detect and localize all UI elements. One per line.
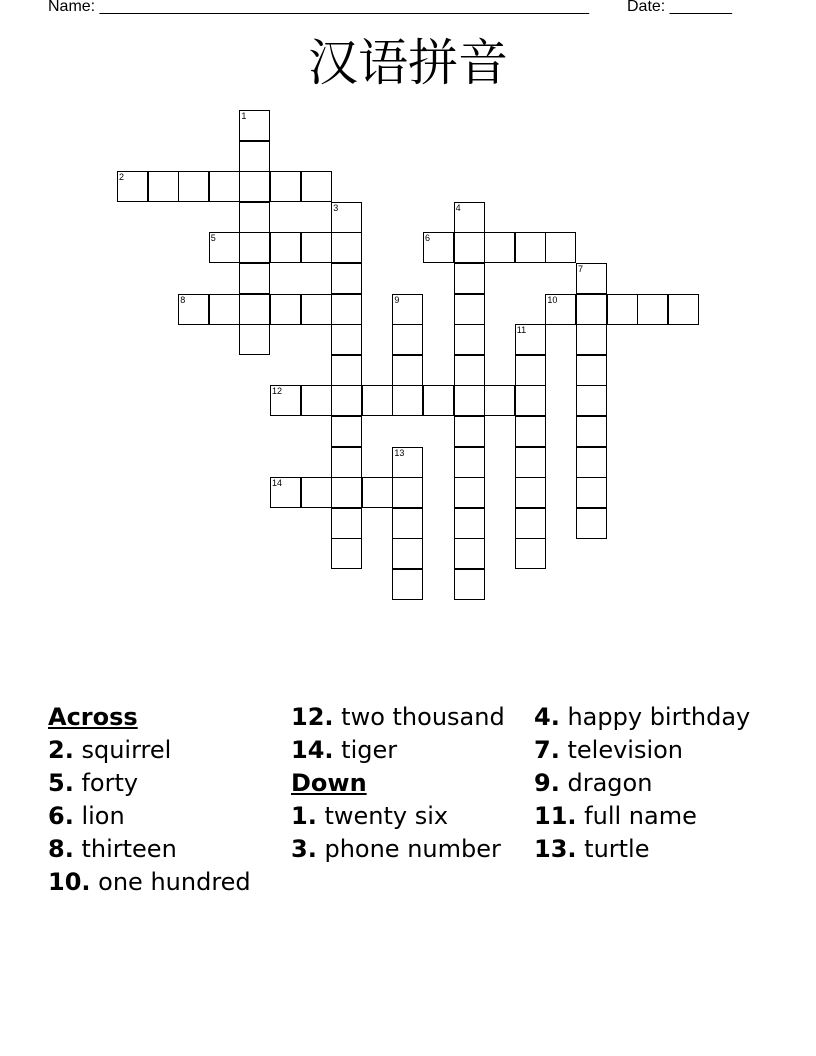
grid-cell xyxy=(270,477,301,508)
grid-cell xyxy=(239,294,270,325)
clue-number: 9. xyxy=(534,769,560,797)
cell-number: 11 xyxy=(516,325,527,336)
clue-down-1 xyxy=(291,802,527,830)
clue-number: 13. xyxy=(534,835,577,863)
grid-cell xyxy=(454,477,485,508)
grid-cell xyxy=(607,294,638,325)
grid-cell xyxy=(454,569,485,600)
grid-cell xyxy=(392,324,423,355)
clue-text: one hundred xyxy=(98,868,251,896)
grid-cell xyxy=(178,171,209,202)
clue-number: 7. xyxy=(534,736,560,764)
clue-down-13 xyxy=(534,835,770,863)
grid-cell xyxy=(637,294,668,325)
grid-cell xyxy=(331,477,362,508)
grid-cell xyxy=(454,294,485,325)
name-line: Name: _______________________________________________________ xyxy=(48,0,589,15)
clue-text: phone number xyxy=(324,835,501,863)
grid-cell xyxy=(209,232,240,263)
clue-text: forty xyxy=(81,769,139,797)
grid-cell xyxy=(331,385,362,416)
grid-cell xyxy=(148,171,179,202)
grid-cell xyxy=(454,324,485,355)
clue-across-2 xyxy=(48,736,284,764)
grid-cell xyxy=(454,447,485,478)
cell-number: 1 xyxy=(241,111,247,121)
grid-cell xyxy=(515,324,546,355)
grid-cell xyxy=(515,447,546,478)
cell-number: 8 xyxy=(180,294,186,305)
grid-cell xyxy=(576,447,607,478)
clue-number: 8. xyxy=(48,835,74,863)
clue-text: squirrel xyxy=(81,736,172,764)
date-line: Date: _______ xyxy=(627,0,732,15)
grid-cell xyxy=(484,232,515,263)
grid-cell xyxy=(454,385,485,416)
grid-cell xyxy=(331,324,362,355)
clue-text: full name xyxy=(584,802,697,830)
clue-text: thirteen xyxy=(81,835,177,863)
grid-cell xyxy=(331,508,362,539)
clue-text: happy birthday xyxy=(567,703,751,731)
grid-cell xyxy=(331,232,362,263)
grid-cell xyxy=(454,508,485,539)
clue-number: 11. xyxy=(534,802,577,830)
clue-down-9 xyxy=(534,769,770,797)
clue-across-8 xyxy=(48,835,284,863)
grid-cell xyxy=(301,385,332,416)
clue-text: two thousand xyxy=(341,703,505,731)
cell-number: 4 xyxy=(455,202,461,213)
cell-number: 6 xyxy=(425,233,431,244)
grid-cell xyxy=(576,508,607,539)
grid-cell xyxy=(454,202,485,233)
grid-cell xyxy=(545,294,576,325)
grid-cell xyxy=(239,263,270,294)
grid-cell xyxy=(545,232,576,263)
clue-column-3 xyxy=(534,703,770,868)
grid-cell xyxy=(515,538,546,569)
grid-cell xyxy=(423,385,454,416)
cell-number: 9 xyxy=(394,294,400,305)
grid-cell xyxy=(331,538,362,569)
grid-cell xyxy=(392,538,423,569)
clue-text: twenty six xyxy=(324,802,449,830)
grid-cell xyxy=(209,171,240,202)
grid-cell xyxy=(117,171,148,202)
cell-number: 3 xyxy=(333,202,339,213)
grid-cell xyxy=(515,477,546,508)
cell-number: 10 xyxy=(547,294,558,305)
grid-cell xyxy=(392,447,423,478)
grid-cell xyxy=(270,232,301,263)
grid-cell xyxy=(454,232,485,263)
grid-cell xyxy=(239,202,270,233)
grid-cell xyxy=(301,171,332,202)
cell-number: 2 xyxy=(119,172,125,183)
grid-cell xyxy=(576,294,607,325)
cell-number: 5 xyxy=(210,233,216,244)
grid-cell xyxy=(392,294,423,325)
grid-cell xyxy=(454,355,485,386)
grid-cell xyxy=(392,385,423,416)
grid-cell xyxy=(576,385,607,416)
clue-text: turtle xyxy=(584,835,650,863)
clue-number: 12. xyxy=(291,703,334,731)
clue-number: 10. xyxy=(48,868,91,896)
grid-cell xyxy=(331,447,362,478)
clue-across-6 xyxy=(48,802,284,830)
grid-cell xyxy=(178,294,209,325)
grid-cell xyxy=(423,232,454,263)
grid-cell xyxy=(331,355,362,386)
grid-cell xyxy=(576,263,607,294)
grid-cell xyxy=(270,294,301,325)
cell-number: 12 xyxy=(272,386,283,397)
grid-cell xyxy=(668,294,699,325)
grid-cell xyxy=(301,294,332,325)
grid-cell xyxy=(392,355,423,386)
grid-cell xyxy=(239,171,270,202)
clue-across-14 xyxy=(291,736,527,764)
clue-text: lion xyxy=(81,802,125,830)
clue-across-12 xyxy=(291,703,527,731)
grid-cell xyxy=(331,263,362,294)
grid-cell xyxy=(362,385,393,416)
clue-number: 3. xyxy=(291,835,317,863)
clue-number: 4. xyxy=(534,703,560,731)
clue-number: 14. xyxy=(291,736,334,764)
grid-cell xyxy=(270,171,301,202)
grid-cell xyxy=(239,141,270,172)
grid-cell xyxy=(331,294,362,325)
puzzle-title: 汉语拼音 xyxy=(308,34,508,92)
grid-cell xyxy=(484,385,515,416)
cell-number: 7 xyxy=(578,264,584,274)
clue-down-11 xyxy=(534,802,770,830)
grid-cell xyxy=(515,508,546,539)
clue-down-7 xyxy=(534,736,770,764)
grid-cell xyxy=(576,355,607,386)
grid-cell xyxy=(515,355,546,386)
grid-cell xyxy=(392,508,423,539)
grid-cell xyxy=(331,202,362,233)
clue-number: 6. xyxy=(48,802,74,830)
grid-cell xyxy=(239,324,270,355)
clue-text: dragon xyxy=(567,769,653,797)
down-heading: Down xyxy=(291,769,367,797)
clue-down-4 xyxy=(534,703,770,731)
clue-across-10 xyxy=(48,868,284,896)
grid-cell xyxy=(454,538,485,569)
grid-cell xyxy=(392,569,423,600)
grid-cell xyxy=(515,416,546,447)
grid-cell xyxy=(515,385,546,416)
grid-cell xyxy=(209,294,240,325)
grid-cell xyxy=(576,477,607,508)
clue-number: 5. xyxy=(48,769,74,797)
grid-cell xyxy=(362,477,393,508)
clue-column-1 xyxy=(48,703,284,901)
grid-cell xyxy=(301,232,332,263)
clue-across-5 xyxy=(48,769,284,797)
clue-column-2 xyxy=(291,703,527,868)
clue-number: 2. xyxy=(48,736,74,764)
grid-cell xyxy=(239,232,270,263)
cell-number: 13 xyxy=(394,447,405,458)
clue-down-3 xyxy=(291,835,527,863)
grid-cell xyxy=(239,110,270,141)
grid-cell xyxy=(392,477,423,508)
clue-number: 1. xyxy=(291,802,317,830)
cell-number: 14 xyxy=(272,478,283,489)
across-heading: Across xyxy=(48,703,138,731)
clue-text: television xyxy=(567,736,684,764)
clue-text: tiger xyxy=(341,736,398,764)
grid-cell xyxy=(454,416,485,447)
grid-cell xyxy=(270,385,301,416)
grid-cell xyxy=(515,232,546,263)
grid-cell xyxy=(454,263,485,294)
grid-cell xyxy=(331,416,362,447)
grid-cell xyxy=(576,416,607,447)
grid-cell xyxy=(301,477,332,508)
grid-cell xyxy=(576,324,607,355)
